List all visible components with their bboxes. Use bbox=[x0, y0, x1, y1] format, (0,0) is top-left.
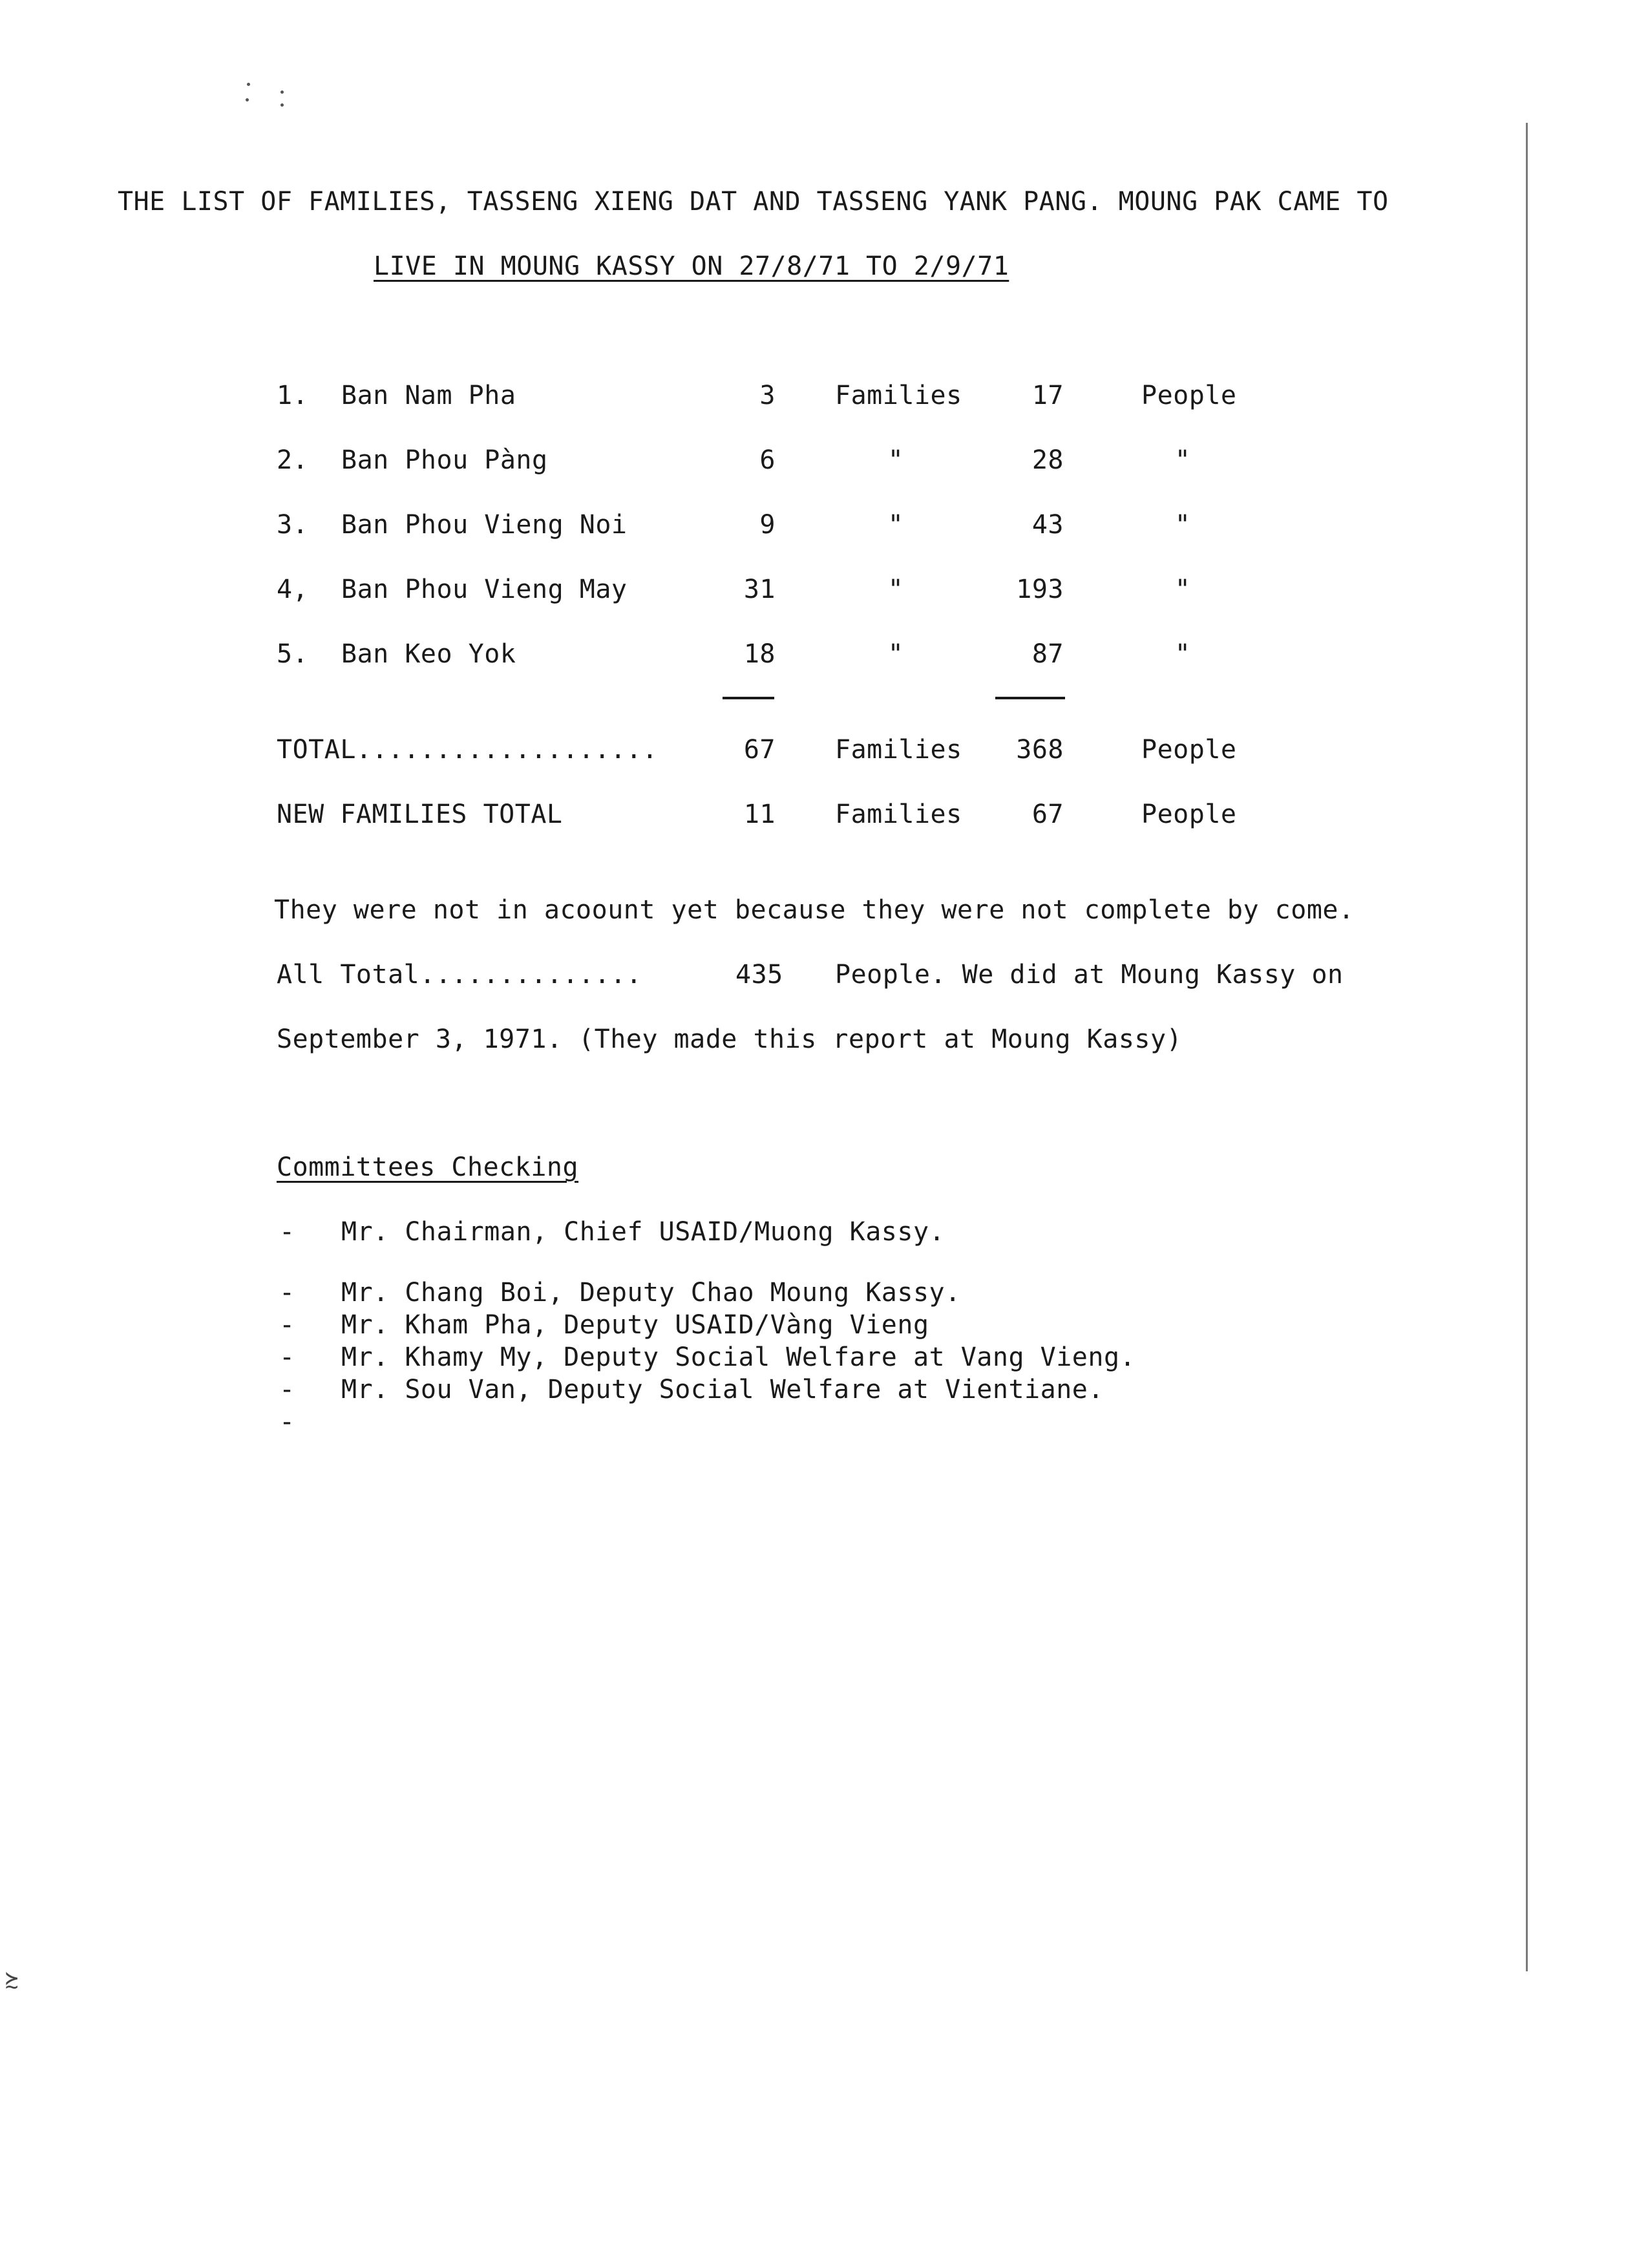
row-number: 2. bbox=[277, 445, 309, 475]
new-people-unit: People bbox=[1141, 800, 1237, 829]
new-families-label: NEW FAMILIES TOTAL bbox=[277, 800, 563, 829]
families-unit: " bbox=[887, 575, 904, 604]
total-families-unit: Families bbox=[835, 735, 962, 765]
people-unit: " bbox=[1174, 445, 1191, 475]
note-line-3: September 3, 1971. (They made this report at Moung Kassy) bbox=[277, 1024, 1183, 1054]
sum-rule-families bbox=[723, 697, 774, 699]
committee-member: Mr. Kham Pha, Deputy USAID/Vàng Vieng bbox=[341, 1310, 929, 1340]
committee-member: Mr. Khamy My, Deputy Social Welfare at Vang Vieng. bbox=[341, 1342, 1136, 1372]
all-total-value: 435 bbox=[735, 960, 783, 990]
committee-member: Mr. Chairman, Chief USAID/Muong Kassy. bbox=[341, 1217, 945, 1247]
village-name: Ban Phou Vieng Noi bbox=[341, 510, 628, 540]
new-families-count: 11 bbox=[743, 800, 776, 829]
scan-speck bbox=[246, 98, 249, 101]
people-unit: " bbox=[1174, 575, 1191, 604]
list-dash: - bbox=[279, 1407, 295, 1437]
scan-speck bbox=[280, 90, 284, 94]
people-count: 193 bbox=[1016, 575, 1064, 604]
list-dash: - bbox=[279, 1310, 295, 1340]
village-name: Ban Phou Pàng bbox=[341, 445, 548, 475]
new-families-unit: Families bbox=[835, 800, 962, 829]
title-line-1: THE LIST OF FAMILIES, TASSENG XIENG DAT AND TASSENG YANK PANG. MOUNG PAK CAME TO bbox=[118, 187, 1389, 217]
people-count: 87 bbox=[1031, 639, 1064, 669]
total-people-unit: People bbox=[1141, 735, 1237, 765]
total-label: TOTAL................... bbox=[277, 735, 658, 765]
families-unit: " bbox=[887, 445, 904, 475]
row-number: 5. bbox=[277, 639, 309, 669]
scan-edge-line bbox=[1526, 123, 1528, 1971]
village-name: Ban Nam Pha bbox=[341, 381, 516, 410]
people-unit: " bbox=[1174, 510, 1191, 540]
families-unit: " bbox=[887, 510, 904, 540]
list-dash: - bbox=[279, 1278, 295, 1308]
list-dash: - bbox=[279, 1375, 295, 1404]
total-people: 368 bbox=[1016, 735, 1064, 765]
committee-member: Mr. Chang Boi, Deputy Chao Moung Kassy. bbox=[341, 1278, 961, 1308]
families-unit: Families bbox=[835, 381, 962, 410]
village-name: Ban Phou Vieng May bbox=[341, 575, 628, 604]
family-count: 31 bbox=[743, 575, 776, 604]
committee-member: Mr. Sou Van, Deputy Social Welfare at Vientiane. bbox=[341, 1375, 1104, 1404]
all-total-label: All Total.............. bbox=[277, 960, 642, 990]
scan-speck bbox=[247, 83, 250, 86]
people-count: 43 bbox=[1031, 510, 1064, 540]
people-count: 28 bbox=[1031, 445, 1064, 475]
title-line-2: LIVE IN MOUNG KASSY ON 27/8/71 TO 2/9/71 bbox=[374, 251, 1009, 281]
row-number: 1. bbox=[277, 381, 309, 410]
list-dash: - bbox=[279, 1342, 295, 1372]
family-count: 18 bbox=[743, 639, 776, 669]
family-count: 6 bbox=[759, 445, 776, 475]
people-count: 17 bbox=[1031, 381, 1064, 410]
people-unit: " bbox=[1174, 639, 1191, 669]
families-unit: " bbox=[887, 639, 904, 669]
list-dash: - bbox=[279, 1217, 295, 1247]
scan-speck bbox=[280, 103, 284, 107]
row-number: 3. bbox=[277, 510, 309, 540]
row-number: 4, bbox=[277, 575, 309, 604]
all-total-rest: People. We did at Moung Kassy on bbox=[835, 960, 1344, 990]
sum-rule-people bbox=[995, 697, 1065, 699]
committee-heading: Committees Checking bbox=[277, 1152, 579, 1182]
new-people-count: 67 bbox=[1031, 800, 1064, 829]
margin-mark: ≿ bbox=[5, 1967, 19, 1993]
family-count: 3 bbox=[759, 381, 776, 410]
people-unit: People bbox=[1141, 381, 1237, 410]
family-count: 9 bbox=[759, 510, 776, 540]
total-families: 67 bbox=[743, 735, 776, 765]
village-name: Ban Keo Yok bbox=[341, 639, 516, 669]
note-line-1: They were not in acoount yet because they were not complete by come. bbox=[274, 895, 1355, 925]
